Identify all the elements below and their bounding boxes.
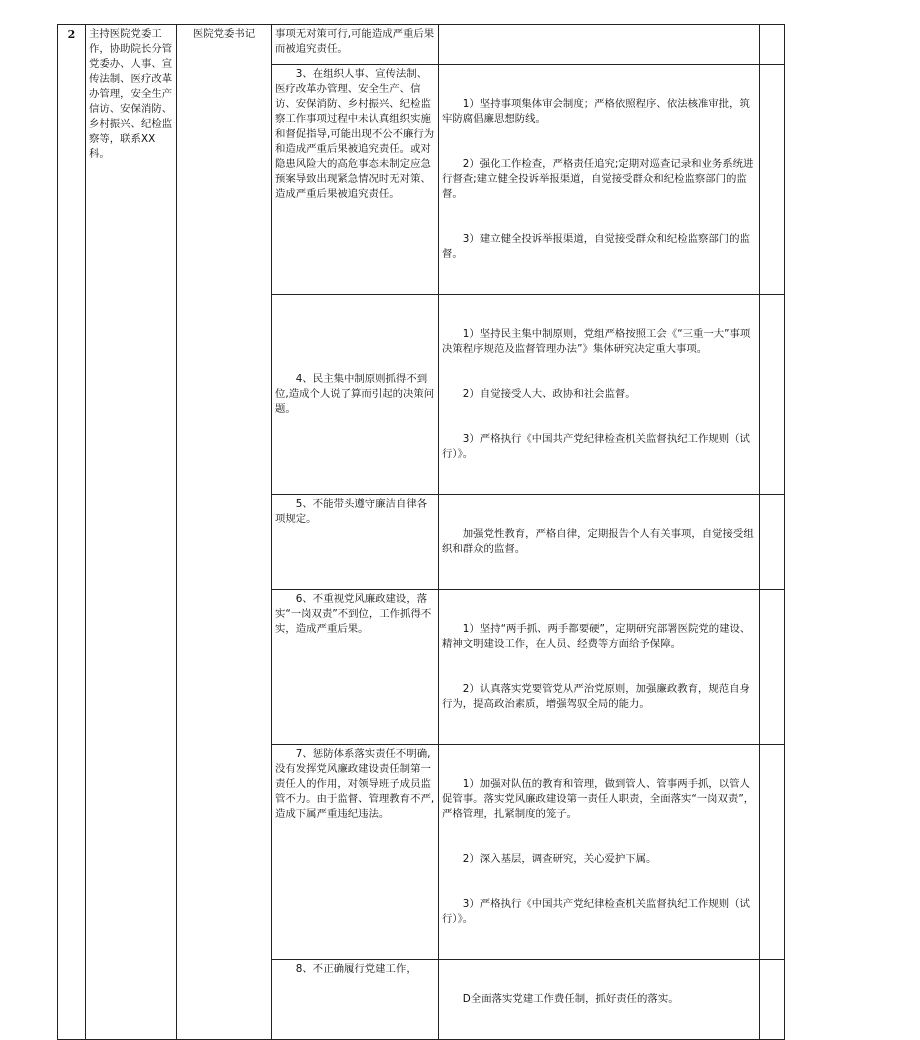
extra-cell [760, 495, 785, 590]
measure-item: 加强党性教育，严格自律，定期报告个人有关事项，自觉接受组织和群众的监督。 [442, 528, 754, 555]
measures-cell [439, 960, 760, 1040]
risk-cell: 6、不重视党风廉政建设，落实“一岗双责”不到位，工作抓得不实，造成严重后果。 [272, 590, 439, 745]
table-row [58, 25, 785, 65]
measure-item: D全面落实党建工作费任制，抓好责任的落实。 [462, 993, 679, 1005]
measure-item: 2）认真落实党要管党从严治党原则，加强廉政教育，规范自身行为，提高政治素质，增强驾驭全局的能力。 [442, 683, 750, 710]
risk-cell: 3、在组织人事、宣传法制、医疗改革办管理、安全生产、信访、安保消防、乡村振兴、纪检监察工作事项过程中未认真组织实施和督促指导,可能出现不公不廉行为和造成严重后果被追究责任。或对隐患风险大的高危事态未制定应急预案导致出现紧急情况时无对策、造成严重后果被追究责任。 [272, 65, 439, 295]
extra-cell [760, 745, 785, 960]
measure-item: 2）强化工作检查，严格责任追究;定期对巡查记录和业务系统进行督查;建立健全投诉举报渠道，自觉接受群众和纪检监察部门的监督。 [442, 158, 754, 200]
measure-item: 2）自觉接受人大、政协和社会监督。 [462, 388, 636, 400]
measures-cell [439, 590, 760, 745]
measures-cell [439, 745, 760, 960]
measure-item: 3）严格执行《中国共产党纪律检查机关监督执纪工作规则（试行）》。 [442, 433, 750, 460]
duty-cell: 主持医院党委工作，协助院长分管党委办、人事、宣传法制、医疗改革办管理，安全生产信访、安保消防、乡村振兴、纪检监察等，联系XX科。 [86, 25, 177, 1040]
measures-cell [439, 25, 760, 65]
position-cell: 医院党委书记 [177, 25, 272, 1040]
measures-cell [439, 495, 760, 590]
measure-item: 1）加强对队伍的教育和管理，做到管人、管事两手抓，以管人促管事。落实党风廉政建设第一责任人职责，全面落实“一岗双责”，严格管理，扎紧制度的笼子。 [442, 778, 755, 820]
risk-cell: 5、不能带头遵守廉洁自律各项规定。 [272, 495, 439, 590]
row-number-cell: 2 [58, 25, 86, 1040]
extra-cell [760, 25, 785, 65]
extra-cell [760, 295, 785, 495]
measure-item: 1）坚持“两手抓、两手都要硬”，定期研究部署医院党的建设、精神文明建设工作，在人员、经费等方面给予保障。 [442, 623, 751, 650]
measure-item: 1）坚持民主集中制原则，党组严格按照工会《“三重一大”事项决策程序规范及监督管理办法”》集体研究决定重大事项。 [442, 328, 751, 355]
measures-cell [439, 65, 760, 295]
risk-cell: 8、不正确履行党建工作， [272, 960, 439, 1040]
measure-item: 1）坚持事项集体审会制度；严格依照程序、依法核准审批，筑牢防腐倡廉思想防线。 [442, 98, 750, 125]
measure-item: 3）建立健全投诉举报渠道，自觉接受群众和纪检监察部门的监督。 [442, 233, 750, 260]
risk-table [57, 24, 785, 1040]
measures-cell [439, 295, 760, 495]
measure-item: 3）严格执行《中国共产党纪律检查机关监督执纪工作规则（试行）》。 [442, 898, 750, 925]
risk-cell: 事项无对策可行,可能造成严重后果而被追究责任。 [272, 25, 439, 65]
extra-cell [760, 590, 785, 745]
extra-cell [760, 960, 785, 1040]
risk-cell: 4、民主集中制原则抓得不到位,造成个人说了算而引起的决策问题。 [272, 295, 439, 495]
risk-cell: 7、惩防体系落实责任不明确,没有发挥党风廉政建设责任制第一责任人的作用，对领导班子成员监管不力。由于监督、管理教育不严,造成下属严重违纪违法。 [272, 745, 439, 960]
extra-cell [760, 65, 785, 295]
measure-item: 2）深入基层，调查研究，关心爱护下属。 [462, 853, 657, 865]
